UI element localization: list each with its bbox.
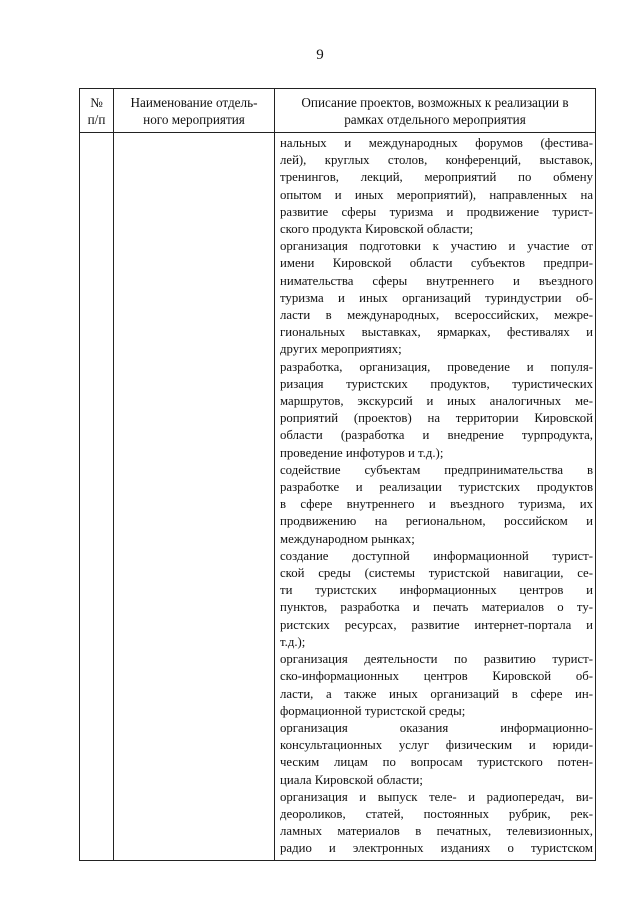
header-name-line-1: Наименование отдель- (130, 94, 258, 110)
description-line: в сфере внутреннего и въездного туризма, их (280, 497, 593, 512)
description-line: ти туристских информационных центров и (280, 583, 593, 598)
description-line: ско-информационных центров Кировской об- (280, 669, 593, 684)
header-num-line-2: п/п (87, 111, 106, 127)
description-line: пунктов, разработка и печать материалов о ту- (280, 600, 593, 615)
description-line: ского продукта Кировской области; (280, 222, 474, 237)
description-line: создание доступной информационной турист- (280, 548, 593, 563)
description-line: радио и электронных изданиях о туристском (280, 841, 593, 856)
description-line: развитие сферы туризма и продвижение турист- (280, 204, 593, 219)
description-line: деороликов, статей, постоянных рубрик, рек- (280, 806, 593, 821)
description-line: ристских ресурсах, развитие интернет-портала и (280, 617, 593, 632)
description-line: продвижению на региональном, российском и (280, 514, 593, 529)
description-line: консультационных услуг физическим и юриди- (280, 738, 593, 753)
description-line: разработке и реализации туристских продуктов (280, 480, 593, 495)
description-line: ческим лицам по вопросам туристского потен- (280, 755, 593, 770)
description-line: маршрутов, экскурсий и иных аналогичных ме- (280, 394, 593, 409)
description-line: имени Кировской области субъектов предпри- (280, 256, 593, 271)
row-name-cell (114, 133, 275, 861)
description-line: ской среды (системы туристской навигации, се- (280, 566, 593, 581)
events-table (79, 88, 596, 861)
header-description-line-1: Описание проектов, возможных к реализации в (301, 94, 569, 110)
table-row (80, 133, 596, 861)
description-line: циала Кировской области; (280, 772, 423, 787)
description-line: роприятий (проектов) на территории Кировской (280, 411, 593, 426)
header-description (275, 89, 596, 133)
description-line: гиональных выставках, ярмарках, фестивалях и (280, 325, 593, 340)
description-line: других мероприятиях; (280, 342, 402, 357)
description-line: ласти, а также иных организаций в сфере ин- (280, 686, 593, 701)
description-text (275, 133, 595, 858)
description-line: т.д.); (280, 634, 306, 649)
description-line: ламных материалов в печатных, телевизионных, (280, 824, 593, 839)
description-line: формационной туристской среды; (280, 703, 466, 718)
description-line: туризма и иных организаций туриндустрии об- (280, 290, 593, 305)
description-line: тренингов, лекций, мероприятий по обмену (280, 170, 593, 185)
table-header-row (80, 89, 596, 133)
description-line: содействие субъектам предпринимательства в (280, 462, 593, 477)
description-line: нальных и международных форумов (фестива- (280, 136, 593, 150)
description-line: проведение инфотуров и т.д.); (280, 445, 444, 460)
header-num (80, 89, 114, 133)
description-line: ризация туристских продуктов, туристических (280, 376, 593, 391)
header-name-line-2: ного мероприятия (143, 111, 245, 127)
description-line: международном рынках; (280, 531, 415, 546)
description-line: нимательства сферы внутреннего и въездного (280, 273, 593, 288)
header-name (114, 89, 275, 133)
description-line: области (разработка и внедрение турпродукта, (280, 428, 593, 443)
description-line: опытом и иных мероприятий), направленных на (280, 187, 593, 202)
description-line: разработка, организация, проведение и популя- (280, 359, 593, 374)
description-line: организация и выпуск теле- и радиопередач, ви- (280, 789, 593, 804)
row-num-cell (80, 133, 114, 861)
description-line: организация подготовки к участию и участие от (280, 239, 593, 254)
description-line: ласти в международных, всероссийских, межре- (280, 308, 593, 323)
header-num-line-1: № (90, 94, 103, 110)
description-line: организация деятельности по развитию турист- (280, 652, 593, 667)
row-description-cell (275, 133, 596, 861)
description-line: организация оказания информационно- (280, 720, 593, 735)
description-line: лей), круглых столов, конференций, выставок, (280, 153, 593, 168)
header-description-line-2: рамках отдельного мероприятия (344, 111, 526, 127)
page-number: 9 (316, 47, 324, 63)
